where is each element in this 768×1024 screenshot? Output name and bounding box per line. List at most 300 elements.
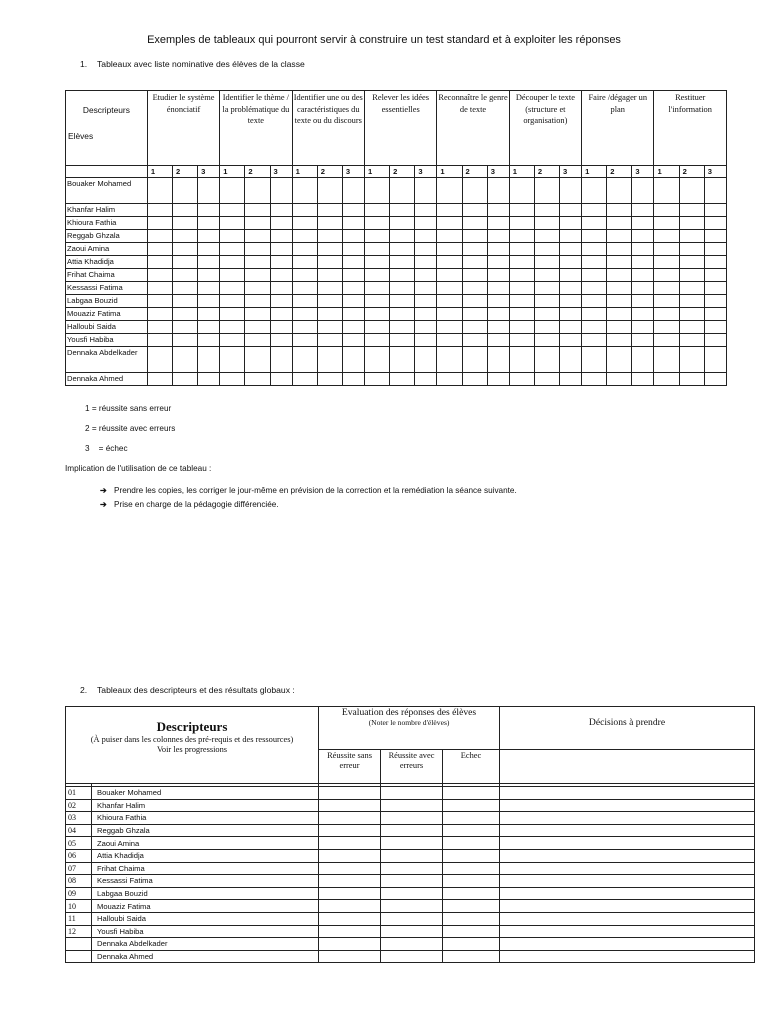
score-cell[interactable]	[220, 321, 245, 334]
decision-cell[interactable]	[500, 837, 755, 850]
score-cell[interactable]	[245, 373, 270, 386]
score-cell[interactable]	[292, 178, 317, 204]
score-cell[interactable]	[632, 373, 654, 386]
score-cell[interactable]	[390, 217, 415, 230]
score-cell[interactable]	[390, 308, 415, 321]
count-cell[interactable]	[381, 887, 443, 900]
count-cell[interactable]	[319, 824, 381, 837]
score-cell[interactable]	[342, 243, 364, 256]
score-cell[interactable]	[534, 295, 559, 308]
score-cell[interactable]	[704, 178, 726, 204]
score-cell[interactable]	[487, 321, 509, 334]
score-cell[interactable]	[534, 321, 559, 334]
count-cell[interactable]	[381, 862, 443, 875]
score-cell[interactable]	[172, 269, 197, 282]
score-cell[interactable]	[198, 282, 220, 295]
score-cell[interactable]	[560, 230, 582, 243]
score-cell[interactable]	[607, 269, 632, 282]
score-cell[interactable]	[582, 256, 607, 269]
score-cell[interactable]	[245, 178, 270, 204]
score-cell[interactable]	[560, 243, 582, 256]
score-cell[interactable]	[487, 204, 509, 217]
score-cell[interactable]	[437, 295, 462, 308]
score-cell[interactable]	[415, 282, 437, 295]
score-cell[interactable]	[704, 243, 726, 256]
score-cell[interactable]	[462, 373, 487, 386]
count-cell[interactable]	[381, 925, 443, 938]
score-cell[interactable]	[437, 217, 462, 230]
score-cell[interactable]	[317, 256, 342, 269]
score-cell[interactable]	[172, 308, 197, 321]
score-cell[interactable]	[534, 230, 559, 243]
score-cell[interactable]	[509, 269, 534, 282]
score-cell[interactable]	[487, 256, 509, 269]
score-cell[interactable]	[198, 295, 220, 308]
score-cell[interactable]	[534, 347, 559, 373]
score-cell[interactable]	[415, 321, 437, 334]
score-cell[interactable]	[198, 230, 220, 243]
score-cell[interactable]	[172, 217, 197, 230]
score-cell[interactable]	[342, 230, 364, 243]
score-cell[interactable]	[534, 282, 559, 295]
score-cell[interactable]	[654, 178, 679, 204]
score-cell[interactable]	[582, 373, 607, 386]
score-cell[interactable]	[560, 334, 582, 347]
score-cell[interactable]	[632, 230, 654, 243]
score-cell[interactable]	[582, 334, 607, 347]
score-cell[interactable]	[704, 308, 726, 321]
score-cell[interactable]	[364, 373, 389, 386]
score-cell[interactable]	[679, 230, 704, 243]
score-cell[interactable]	[632, 217, 654, 230]
score-cell[interactable]	[364, 347, 389, 373]
score-cell[interactable]	[509, 243, 534, 256]
score-cell[interactable]	[292, 256, 317, 269]
score-cell[interactable]	[317, 308, 342, 321]
decision-cell[interactable]	[500, 824, 755, 837]
score-cell[interactable]	[342, 269, 364, 282]
score-cell[interactable]	[437, 256, 462, 269]
score-cell[interactable]	[220, 373, 245, 386]
count-cell[interactable]	[381, 824, 443, 837]
score-cell[interactable]	[220, 295, 245, 308]
score-cell[interactable]	[415, 217, 437, 230]
score-cell[interactable]	[582, 204, 607, 217]
score-cell[interactable]	[172, 178, 197, 204]
score-cell[interactable]	[654, 373, 679, 386]
score-cell[interactable]	[679, 243, 704, 256]
score-cell[interactable]	[704, 295, 726, 308]
count-cell[interactable]	[319, 938, 381, 951]
score-cell[interactable]	[509, 295, 534, 308]
score-cell[interactable]	[245, 230, 270, 243]
score-cell[interactable]	[220, 204, 245, 217]
score-cell[interactable]	[654, 269, 679, 282]
score-cell[interactable]	[342, 308, 364, 321]
count-cell[interactable]	[443, 887, 500, 900]
score-cell[interactable]	[147, 321, 172, 334]
score-cell[interactable]	[342, 373, 364, 386]
score-cell[interactable]	[415, 204, 437, 217]
score-cell[interactable]	[462, 321, 487, 334]
score-cell[interactable]	[607, 204, 632, 217]
score-cell[interactable]	[462, 204, 487, 217]
score-cell[interactable]	[245, 256, 270, 269]
score-cell[interactable]	[292, 295, 317, 308]
score-cell[interactable]	[342, 204, 364, 217]
score-cell[interactable]	[560, 217, 582, 230]
count-cell[interactable]	[319, 787, 381, 800]
score-cell[interactable]	[509, 217, 534, 230]
score-cell[interactable]	[317, 204, 342, 217]
score-cell[interactable]	[462, 269, 487, 282]
score-cell[interactable]	[172, 347, 197, 373]
decision-cell[interactable]	[500, 787, 755, 800]
score-cell[interactable]	[679, 256, 704, 269]
score-cell[interactable]	[292, 269, 317, 282]
count-cell[interactable]	[443, 912, 500, 925]
score-cell[interactable]	[437, 334, 462, 347]
score-cell[interactable]	[342, 256, 364, 269]
score-cell[interactable]	[487, 295, 509, 308]
score-cell[interactable]	[342, 347, 364, 373]
score-cell[interactable]	[147, 243, 172, 256]
score-cell[interactable]	[198, 321, 220, 334]
score-cell[interactable]	[147, 295, 172, 308]
score-cell[interactable]	[292, 334, 317, 347]
score-cell[interactable]	[560, 295, 582, 308]
decision-cell[interactable]	[500, 950, 755, 963]
score-cell[interactable]	[487, 308, 509, 321]
score-cell[interactable]	[654, 308, 679, 321]
score-cell[interactable]	[654, 347, 679, 373]
score-cell[interactable]	[390, 347, 415, 373]
score-cell[interactable]	[704, 256, 726, 269]
score-cell[interactable]	[220, 243, 245, 256]
score-cell[interactable]	[220, 334, 245, 347]
count-cell[interactable]	[443, 950, 500, 963]
count-cell[interactable]	[443, 938, 500, 951]
score-cell[interactable]	[679, 334, 704, 347]
score-cell[interactable]	[317, 217, 342, 230]
decision-cell[interactable]	[500, 849, 755, 862]
score-cell[interactable]	[560, 178, 582, 204]
score-cell[interactable]	[632, 308, 654, 321]
score-cell[interactable]	[437, 308, 462, 321]
score-cell[interactable]	[632, 178, 654, 204]
score-cell[interactable]	[292, 373, 317, 386]
score-cell[interactable]	[172, 373, 197, 386]
score-cell[interactable]	[270, 282, 292, 295]
score-cell[interactable]	[607, 321, 632, 334]
score-cell[interactable]	[704, 269, 726, 282]
count-cell[interactable]	[319, 862, 381, 875]
score-cell[interactable]	[534, 178, 559, 204]
score-cell[interactable]	[292, 308, 317, 321]
score-cell[interactable]	[607, 256, 632, 269]
score-cell[interactable]	[198, 334, 220, 347]
score-cell[interactable]	[270, 347, 292, 373]
score-cell[interactable]	[462, 217, 487, 230]
score-cell[interactable]	[462, 243, 487, 256]
score-cell[interactable]	[679, 178, 704, 204]
score-cell[interactable]	[632, 347, 654, 373]
score-cell[interactable]	[487, 373, 509, 386]
score-cell[interactable]	[317, 373, 342, 386]
score-cell[interactable]	[509, 347, 534, 373]
score-cell[interactable]	[147, 308, 172, 321]
score-cell[interactable]	[220, 178, 245, 204]
count-cell[interactable]	[319, 950, 381, 963]
score-cell[interactable]	[147, 347, 172, 373]
score-cell[interactable]	[292, 217, 317, 230]
score-cell[interactable]	[509, 321, 534, 334]
decision-cell[interactable]	[500, 887, 755, 900]
score-cell[interactable]	[607, 282, 632, 295]
score-cell[interactable]	[509, 308, 534, 321]
score-cell[interactable]	[390, 269, 415, 282]
score-cell[interactable]	[487, 178, 509, 204]
score-cell[interactable]	[364, 308, 389, 321]
score-cell[interactable]	[364, 269, 389, 282]
score-cell[interactable]	[437, 269, 462, 282]
score-cell[interactable]	[270, 308, 292, 321]
score-cell[interactable]	[487, 347, 509, 373]
score-cell[interactable]	[270, 321, 292, 334]
score-cell[interactable]	[270, 295, 292, 308]
score-cell[interactable]	[317, 295, 342, 308]
count-cell[interactable]	[319, 900, 381, 913]
score-cell[interactable]	[198, 347, 220, 373]
score-cell[interactable]	[364, 178, 389, 204]
score-cell[interactable]	[607, 373, 632, 386]
score-cell[interactable]	[654, 230, 679, 243]
score-cell[interactable]	[390, 230, 415, 243]
decision-cell[interactable]	[500, 900, 755, 913]
score-cell[interactable]	[390, 282, 415, 295]
score-cell[interactable]	[534, 243, 559, 256]
score-cell[interactable]	[270, 217, 292, 230]
score-cell[interactable]	[534, 269, 559, 282]
score-cell[interactable]	[270, 230, 292, 243]
score-cell[interactable]	[509, 204, 534, 217]
score-cell[interactable]	[560, 373, 582, 386]
score-cell[interactable]	[534, 217, 559, 230]
count-cell[interactable]	[443, 862, 500, 875]
score-cell[interactable]	[654, 204, 679, 217]
score-cell[interactable]	[270, 269, 292, 282]
score-cell[interactable]	[632, 269, 654, 282]
decision-cell[interactable]	[500, 812, 755, 825]
count-cell[interactable]	[381, 799, 443, 812]
score-cell[interactable]	[582, 269, 607, 282]
score-cell[interactable]	[270, 243, 292, 256]
count-cell[interactable]	[381, 938, 443, 951]
score-cell[interactable]	[220, 308, 245, 321]
score-cell[interactable]	[342, 178, 364, 204]
score-cell[interactable]	[220, 256, 245, 269]
score-cell[interactable]	[342, 217, 364, 230]
score-cell[interactable]	[317, 178, 342, 204]
score-cell[interactable]	[245, 334, 270, 347]
decision-cell[interactable]	[500, 862, 755, 875]
score-cell[interactable]	[462, 347, 487, 373]
score-cell[interactable]	[172, 282, 197, 295]
score-cell[interactable]	[704, 217, 726, 230]
score-cell[interactable]	[534, 308, 559, 321]
score-cell[interactable]	[679, 321, 704, 334]
score-cell[interactable]	[172, 295, 197, 308]
score-cell[interactable]	[172, 321, 197, 334]
score-cell[interactable]	[704, 334, 726, 347]
score-cell[interactable]	[607, 178, 632, 204]
score-cell[interactable]	[437, 282, 462, 295]
decision-cell[interactable]	[500, 938, 755, 951]
score-cell[interactable]	[245, 269, 270, 282]
score-cell[interactable]	[147, 217, 172, 230]
score-cell[interactable]	[342, 321, 364, 334]
score-cell[interactable]	[487, 269, 509, 282]
score-cell[interactable]	[415, 243, 437, 256]
score-cell[interactable]	[679, 269, 704, 282]
score-cell[interactable]	[632, 256, 654, 269]
score-cell[interactable]	[462, 334, 487, 347]
count-cell[interactable]	[319, 925, 381, 938]
score-cell[interactable]	[390, 178, 415, 204]
score-cell[interactable]	[560, 308, 582, 321]
score-cell[interactable]	[415, 269, 437, 282]
decision-cell[interactable]	[500, 912, 755, 925]
score-cell[interactable]	[654, 243, 679, 256]
score-cell[interactable]	[147, 373, 172, 386]
score-cell[interactable]	[245, 204, 270, 217]
score-cell[interactable]	[679, 204, 704, 217]
score-cell[interactable]	[462, 308, 487, 321]
score-cell[interactable]	[198, 204, 220, 217]
score-cell[interactable]	[487, 217, 509, 230]
score-cell[interactable]	[582, 282, 607, 295]
score-cell[interactable]	[582, 295, 607, 308]
score-cell[interactable]	[172, 204, 197, 217]
score-cell[interactable]	[582, 217, 607, 230]
score-cell[interactable]	[270, 373, 292, 386]
score-cell[interactable]	[632, 243, 654, 256]
score-cell[interactable]	[292, 204, 317, 217]
score-cell[interactable]	[317, 269, 342, 282]
score-cell[interactable]	[364, 230, 389, 243]
score-cell[interactable]	[198, 373, 220, 386]
score-cell[interactable]	[607, 230, 632, 243]
score-cell[interactable]	[607, 217, 632, 230]
count-cell[interactable]	[381, 950, 443, 963]
score-cell[interactable]	[534, 204, 559, 217]
score-cell[interactable]	[560, 269, 582, 282]
score-cell[interactable]	[654, 282, 679, 295]
score-cell[interactable]	[172, 256, 197, 269]
score-cell[interactable]	[415, 256, 437, 269]
score-cell[interactable]	[632, 334, 654, 347]
score-cell[interactable]	[245, 295, 270, 308]
score-cell[interactable]	[317, 230, 342, 243]
score-cell[interactable]	[198, 308, 220, 321]
score-cell[interactable]	[607, 334, 632, 347]
score-cell[interactable]	[582, 230, 607, 243]
score-cell[interactable]	[147, 230, 172, 243]
score-cell[interactable]	[198, 178, 220, 204]
score-cell[interactable]	[317, 282, 342, 295]
score-cell[interactable]	[390, 204, 415, 217]
score-cell[interactable]	[364, 256, 389, 269]
score-cell[interactable]	[462, 178, 487, 204]
score-cell[interactable]	[147, 256, 172, 269]
score-cell[interactable]	[147, 178, 172, 204]
score-cell[interactable]	[607, 295, 632, 308]
score-cell[interactable]	[147, 334, 172, 347]
score-cell[interactable]	[390, 321, 415, 334]
score-cell[interactable]	[245, 282, 270, 295]
score-cell[interactable]	[437, 321, 462, 334]
score-cell[interactable]	[364, 295, 389, 308]
score-cell[interactable]	[560, 347, 582, 373]
count-cell[interactable]	[319, 875, 381, 888]
score-cell[interactable]	[364, 282, 389, 295]
decision-cell[interactable]	[500, 925, 755, 938]
score-cell[interactable]	[437, 347, 462, 373]
score-cell[interactable]	[220, 347, 245, 373]
score-cell[interactable]	[632, 321, 654, 334]
score-cell[interactable]	[582, 243, 607, 256]
score-cell[interactable]	[582, 347, 607, 373]
score-cell[interactable]	[704, 321, 726, 334]
score-cell[interactable]	[509, 256, 534, 269]
score-cell[interactable]	[415, 308, 437, 321]
score-cell[interactable]	[654, 295, 679, 308]
score-cell[interactable]	[607, 243, 632, 256]
count-cell[interactable]	[381, 812, 443, 825]
score-cell[interactable]	[462, 282, 487, 295]
score-cell[interactable]	[679, 282, 704, 295]
score-cell[interactable]	[462, 295, 487, 308]
count-cell[interactable]	[443, 787, 500, 800]
count-cell[interactable]	[443, 799, 500, 812]
count-cell[interactable]	[319, 887, 381, 900]
score-cell[interactable]	[220, 282, 245, 295]
score-cell[interactable]	[632, 295, 654, 308]
score-cell[interactable]	[292, 243, 317, 256]
score-cell[interactable]	[679, 217, 704, 230]
score-cell[interactable]	[679, 373, 704, 386]
score-cell[interactable]	[147, 204, 172, 217]
count-cell[interactable]	[443, 812, 500, 825]
score-cell[interactable]	[342, 282, 364, 295]
score-cell[interactable]	[245, 243, 270, 256]
score-cell[interactable]	[364, 243, 389, 256]
score-cell[interactable]	[679, 347, 704, 373]
score-cell[interactable]	[415, 347, 437, 373]
score-cell[interactable]	[270, 178, 292, 204]
score-cell[interactable]	[317, 334, 342, 347]
score-cell[interactable]	[220, 230, 245, 243]
score-cell[interactable]	[607, 347, 632, 373]
score-cell[interactable]	[704, 230, 726, 243]
score-cell[interactable]	[534, 256, 559, 269]
score-cell[interactable]	[292, 230, 317, 243]
score-cell[interactable]	[607, 308, 632, 321]
count-cell[interactable]	[381, 875, 443, 888]
score-cell[interactable]	[342, 295, 364, 308]
score-cell[interactable]	[582, 178, 607, 204]
score-cell[interactable]	[509, 178, 534, 204]
